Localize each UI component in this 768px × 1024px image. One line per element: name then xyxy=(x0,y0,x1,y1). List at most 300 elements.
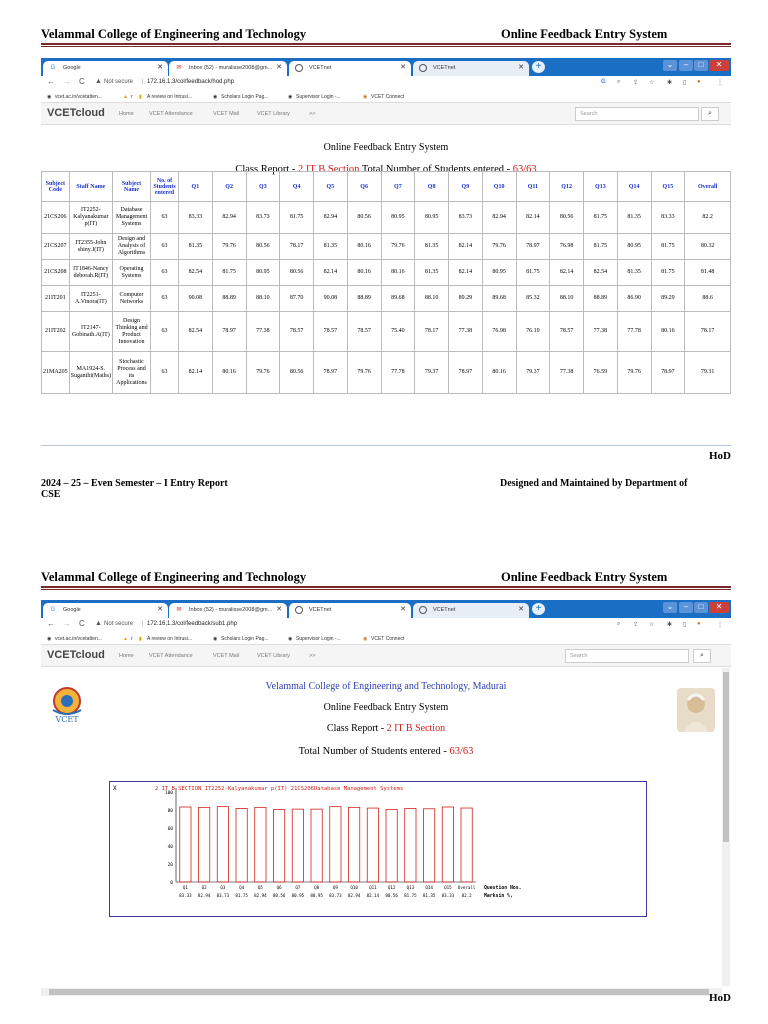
globe-icon: ◉ xyxy=(47,636,52,642)
browser-tab-google[interactable]: G Google ✕ xyxy=(43,61,168,76)
chart-title: 2 IT B SECTION IT2252-Kalyanakumar p(IT) 21CS206Database Management Systems xyxy=(155,786,404,792)
table-row xyxy=(42,202,731,234)
table-cell: 83.33 xyxy=(179,202,213,234)
hod-label: HoD xyxy=(709,450,731,462)
class-value: 2 IT B Section xyxy=(386,723,446,734)
table-cell: 82.14 xyxy=(179,352,213,394)
bookmark-vcet-attendance[interactable]: vcet.ac.in/vcetatten... xyxy=(55,94,102,100)
chart-bar xyxy=(386,809,397,882)
browser-tab-google[interactable]: G Google ✕ xyxy=(43,603,168,618)
chart-bar xyxy=(442,807,453,882)
table-cell: 89.68 xyxy=(381,286,415,312)
x-tick-label: Q13 xyxy=(406,885,415,890)
search-input[interactable]: Search xyxy=(575,107,699,121)
table-cell: 80.16 xyxy=(381,260,415,286)
nav-home[interactable]: Home xyxy=(119,653,134,659)
close-tab-icon[interactable]: ✕ xyxy=(157,64,163,71)
college-full-name: Velammal College of Engineering and Technology, Madurai xyxy=(265,681,507,692)
table-cell: 80.56 xyxy=(280,352,314,394)
globe-icon xyxy=(419,606,427,614)
data-label: 83.73 xyxy=(329,893,342,898)
footer-designed-by: Designed and Maintained by Department of xyxy=(500,478,688,489)
horizontal-scrollbar[interactable] xyxy=(41,988,722,996)
browser-tab-vcetnet-2[interactable]: VCETnet ✕ xyxy=(413,603,529,618)
screenshot-class-chart xyxy=(41,600,731,996)
table-cell: MA1924-S. Suganthi(Maths) xyxy=(69,352,112,394)
x-tick-label: Q6 xyxy=(276,885,282,890)
table-cell: 81.35 xyxy=(617,202,651,234)
x-tick-label: Q9 xyxy=(332,885,338,890)
y-tick-label: 80 xyxy=(167,809,173,814)
browser-tab-gmail[interactable]: ✉ Inbox (52) - muralisse2008@gm... ✕ xyxy=(169,61,287,76)
table-cell: 63 xyxy=(151,202,179,234)
site-navbar xyxy=(41,103,731,125)
table-body xyxy=(42,202,731,394)
data-label: 82.14 xyxy=(366,893,380,898)
table-cell: 78.57 xyxy=(347,312,381,352)
table-cell: 80.16 xyxy=(347,260,381,286)
close-window-icon[interactable]: ✕ xyxy=(709,602,729,613)
avatar[interactable]: ● xyxy=(697,79,701,85)
close-tab-icon[interactable]: ✕ xyxy=(518,606,524,613)
table-cell: 88.89 xyxy=(584,286,618,312)
logo-text: VCET xyxy=(55,715,79,724)
data-label: 81.75 xyxy=(235,893,248,898)
data-label: 83.33 xyxy=(441,893,455,898)
table-cell: 81.75 xyxy=(651,234,685,260)
chart-bar xyxy=(405,808,416,882)
chart-bar xyxy=(274,809,285,882)
address-bar: ← → C ▲ Not secure | 172.16.1.3/col/feedback/hod.php G ⌕ ⇪ ☆ ✱ ▯ ● ⋮ xyxy=(41,76,731,91)
table-cell: Operating Systems xyxy=(113,260,151,286)
class-report-line: Class Report - 2 IT B Section xyxy=(326,723,446,734)
x-tick-label: Q2 xyxy=(201,885,207,890)
table-cell: IT1846-Nancy deborah.R(IT) xyxy=(69,260,112,286)
data-label: 81.75 xyxy=(404,893,417,898)
bookmark-scholars-login[interactable]: Scholars Login Pag... xyxy=(221,94,269,100)
nav-home[interactable]: Home xyxy=(119,111,134,117)
feedback-bar-chart xyxy=(110,782,648,918)
table-cell: 88.6 xyxy=(685,286,731,312)
forward-icon[interactable]: → xyxy=(63,77,71,86)
bookmark-icon: ▮ xyxy=(139,94,142,100)
bookmark-scholars-login[interactable]: Scholars Login Pag... xyxy=(221,636,269,642)
report-title: Online Feedback Entry System xyxy=(323,702,449,713)
x-tick-label: Q5 xyxy=(257,885,263,890)
forward-icon[interactable]: → xyxy=(63,619,71,628)
table-cell: 76.19 xyxy=(516,312,550,352)
back-icon[interactable]: ← xyxy=(47,619,55,628)
search-icon[interactable]: ⌕ xyxy=(693,649,711,663)
vcet-icon: ◉ xyxy=(363,94,368,100)
browser-tab-vcetnet-1[interactable]: VCETnet ✕ xyxy=(289,61,411,76)
data-label: 80.56 xyxy=(385,893,398,898)
bookmark-intrusion-review[interactable]: A review on Intrusi... xyxy=(147,636,193,642)
total-students-line: Total Number of Students entered - 63/63 xyxy=(298,746,474,757)
table-cell: 80.56 xyxy=(246,234,280,260)
table-cell: 79.76 xyxy=(212,234,246,260)
table-cell: 80.56 xyxy=(550,202,584,234)
table-row xyxy=(42,260,731,286)
table-cell: Computer Networks xyxy=(113,286,151,312)
chart-bar xyxy=(236,808,247,882)
table-cell: 80.32 xyxy=(685,234,731,260)
share-icon[interactable]: ⇪ xyxy=(633,622,639,628)
table-cell: 81.35 xyxy=(314,234,348,260)
x-tick-label: Q15 xyxy=(444,885,452,890)
table-cell: 82.14 xyxy=(516,202,550,234)
table-cell: 79.31 xyxy=(685,352,731,394)
table-cell: 79.37 xyxy=(516,352,550,394)
table-cell: 63 xyxy=(151,352,179,394)
table-cell: 80.95 xyxy=(246,260,280,286)
zoom-icon[interactable]: ⌕ xyxy=(617,621,621,627)
chart-legend-question: Question Nos. xyxy=(484,886,522,891)
table-cell: 89.68 xyxy=(482,286,516,312)
table-cell: 82.14 xyxy=(550,260,584,286)
triangle-icon: ▲ xyxy=(123,94,128,100)
maximize-icon[interactable]: □ xyxy=(694,60,708,71)
x-tick-label: Q12 xyxy=(387,885,396,890)
class-value: 2 IT B Section xyxy=(298,164,360,175)
table-cell: 21IT202 xyxy=(42,312,70,352)
column-header: Q3 xyxy=(246,172,280,202)
google-lens-icon[interactable]: G xyxy=(601,79,606,85)
data-label: 80.95 xyxy=(291,893,305,898)
table-cell: 82.2 xyxy=(685,202,731,234)
bookmark-supervisor-login[interactable]: Supervisor Login -... xyxy=(296,636,341,642)
data-label: 82.94 xyxy=(347,893,361,898)
vertical-scroll-thumb[interactable] xyxy=(723,672,729,842)
warning-icon: ▲ xyxy=(95,620,102,627)
close-tab-icon[interactable]: ✕ xyxy=(400,64,406,71)
column-header: Subject Code xyxy=(42,172,70,202)
bookmark-intrusion-review[interactable]: A review on Intrusi... xyxy=(147,94,193,100)
table-cell: 78.97 xyxy=(314,352,348,394)
tab-search-icon[interactable]: ⌄ xyxy=(663,602,677,613)
table-cell: 89.29 xyxy=(651,286,685,312)
feedback-report-table xyxy=(41,171,731,394)
chart-bar xyxy=(424,809,435,882)
table-cell: 78.57 xyxy=(314,312,348,352)
table-cell: 81.48 xyxy=(685,260,731,286)
report-title: Online Feedback Entry System xyxy=(323,142,449,153)
table-cell: 80.16 xyxy=(651,312,685,352)
nav-library[interactable]: VCET Library xyxy=(257,653,290,659)
data-label: 80.56 xyxy=(272,893,286,898)
new-tab-button[interactable]: + xyxy=(532,61,545,73)
column-header: Subject Name xyxy=(113,172,151,202)
column-header: Overall xyxy=(685,172,731,202)
y-tick-label: 20 xyxy=(167,863,173,868)
chart-bar xyxy=(217,807,228,882)
table-cell: 83.73 xyxy=(449,202,483,234)
table-cell: 81.75 xyxy=(584,234,618,260)
table-cell: 81.75 xyxy=(516,260,550,286)
table-cell: 80.95 xyxy=(415,202,449,234)
close-tab-icon[interactable]: ✕ xyxy=(400,606,406,613)
table-cell: 88.10 xyxy=(415,286,449,312)
table-cell: 88.89 xyxy=(347,286,381,312)
share-icon[interactable]: ⇪ xyxy=(633,80,639,86)
tab-search-icon[interactable]: ⌄ xyxy=(663,60,677,71)
table-cell: 78.97 xyxy=(516,234,550,260)
search-input[interactable]: Search xyxy=(565,649,689,663)
nav-library[interactable]: VCET Library xyxy=(257,111,290,117)
bookmark-supervisor-login[interactable]: Supervisor Login -... xyxy=(296,94,341,100)
column-header: Staff Name xyxy=(69,172,112,202)
chart-bar xyxy=(255,807,266,882)
table-cell: 77.38 xyxy=(449,312,483,352)
nav-attendance[interactable]: VCET Attendance xyxy=(149,111,193,117)
close-tab-icon[interactable]: ✕ xyxy=(276,64,282,71)
table-row xyxy=(42,234,731,260)
doc-college-name: Velammal College of Engineering and Technology xyxy=(41,27,307,41)
table-cell: 82.54 xyxy=(179,260,213,286)
column-header: Q7 xyxy=(381,172,415,202)
table-cell: 76.98 xyxy=(482,312,516,352)
table-cell: 21IT201 xyxy=(42,286,70,312)
table-cell: 80.16 xyxy=(212,352,246,394)
y-tick-label: 60 xyxy=(167,827,173,832)
table-cell: 88.10 xyxy=(246,286,280,312)
table-cell: 78.97 xyxy=(449,352,483,394)
not-secure-label: Not secure xyxy=(104,621,134,627)
site-brand[interactable]: VCETcloud xyxy=(47,649,105,661)
vcet-icon: ◉ xyxy=(363,636,368,642)
table-cell: 77.38 xyxy=(246,312,280,352)
table-cell: 78.57 xyxy=(550,312,584,352)
google-icon: G xyxy=(50,65,56,71)
column-header: Q2 xyxy=(212,172,246,202)
table-cell: 80.16 xyxy=(482,352,516,394)
close-tab-icon[interactable]: ✕ xyxy=(276,606,282,613)
x-tick-label: Q10 xyxy=(350,885,358,890)
site-navbar xyxy=(41,645,731,667)
table-cell: 85.32 xyxy=(516,286,550,312)
table-cell: 80.95 xyxy=(482,260,516,286)
maximize-icon[interactable]: □ xyxy=(694,602,708,613)
minimize-icon[interactable]: – xyxy=(679,60,693,71)
globe-icon: ◉ xyxy=(288,636,293,642)
table-cell: 81.75 xyxy=(584,202,618,234)
class-report-line: Class Report - 2 IT B Section Total Number of Students entered - 63/63 xyxy=(235,164,537,175)
table-cell: 63 xyxy=(151,312,179,352)
table-cell: 78.17 xyxy=(685,312,731,352)
bookmark-short[interactable]: r xyxy=(131,636,133,642)
extensions-icon[interactable]: ✱ xyxy=(667,80,673,86)
table-cell: 75.40 xyxy=(381,312,415,352)
table-cell: 81.35 xyxy=(179,234,213,260)
globe-icon xyxy=(295,64,303,72)
globe-icon: ◉ xyxy=(213,94,218,100)
table-cell: 82.14 xyxy=(449,234,483,260)
extensions-icon[interactable]: ✱ xyxy=(667,622,673,628)
bookmark-icon: ▮ xyxy=(139,636,142,642)
site-brand[interactable]: VCETcloud xyxy=(47,107,105,119)
chart-bar xyxy=(461,808,472,882)
data-label: 82.2 xyxy=(461,893,472,898)
table-cell: 82.14 xyxy=(314,260,348,286)
table-cell: 78.57 xyxy=(280,312,314,352)
table-cell: 81.35 xyxy=(415,234,449,260)
sidepanel-icon[interactable]: ▯ xyxy=(683,622,687,628)
table-row xyxy=(42,312,731,352)
bookmark-vcet-connect[interactable]: VCET Connect xyxy=(371,636,405,642)
nav-more[interactable]: >> xyxy=(309,111,316,117)
table-cell: Design Thinking and Product Innovation xyxy=(113,312,151,352)
table-cell: 82.54 xyxy=(179,312,213,352)
table-row xyxy=(42,352,731,394)
menu-icon[interactable]: ⋮ xyxy=(717,622,723,628)
footer-rule xyxy=(41,445,731,446)
table-cell: 83.33 xyxy=(651,202,685,234)
browser-tab-vcetnet-1[interactable]: VCETnet ✕ xyxy=(289,603,411,618)
table-cell: 87.70 xyxy=(280,286,314,312)
table-cell: 80.95 xyxy=(381,202,415,234)
search-icon[interactable]: ⌕ xyxy=(701,107,719,121)
back-icon[interactable]: ← xyxy=(47,77,55,86)
table-cell: 79.37 xyxy=(415,352,449,394)
table-cell: 78.17 xyxy=(280,234,314,260)
table-cell: 63 xyxy=(151,234,179,260)
table-cell: 82.14 xyxy=(449,260,483,286)
x-tick-label: Q11 xyxy=(369,885,377,890)
nav-mail[interactable]: VCET Mail xyxy=(213,111,240,117)
menu-icon[interactable]: ⋮ xyxy=(717,80,723,86)
chart-close-mark: X xyxy=(113,785,117,792)
table-cell: 76.59 xyxy=(584,352,618,394)
close-window-icon[interactable]: ✕ xyxy=(709,60,729,71)
y-tick-label: 100 xyxy=(164,791,173,796)
doc-header-rule xyxy=(41,43,731,47)
column-header: Q5 xyxy=(314,172,348,202)
horizontal-scroll-thumb[interactable] xyxy=(49,989,709,995)
globe-icon xyxy=(295,606,303,614)
table-cell: 79.76 xyxy=(381,234,415,260)
x-tick-label: Q14 xyxy=(425,885,433,890)
globe-icon xyxy=(419,64,427,72)
table-cell: IT2355-John shiny.J(IT) xyxy=(69,234,112,260)
new-tab-button[interactable]: + xyxy=(532,603,545,615)
y-tick-label: 0 xyxy=(170,881,173,886)
mail-icon: ✉ xyxy=(176,65,182,71)
table-cell: 78.97 xyxy=(651,352,685,394)
browser-tab-bar xyxy=(41,58,731,76)
table-cell: 88.89 xyxy=(212,286,246,312)
table-cell: 77.78 xyxy=(617,312,651,352)
table-cell: 81.35 xyxy=(617,260,651,286)
data-label: 80.95 xyxy=(310,893,323,898)
nav-mail[interactable]: VCET Mail xyxy=(213,653,240,659)
mail-icon: ✉ xyxy=(176,607,182,613)
table-cell: 21CS207 xyxy=(42,234,70,260)
doc-college-name: Velammal College of Engineering and Technology xyxy=(41,570,307,584)
star-icon[interactable]: ☆ xyxy=(649,622,655,628)
warning-icon: ▲ xyxy=(95,78,102,85)
table-row xyxy=(42,286,731,312)
browser-tab-vcetnet-2[interactable]: VCETnet ✕ xyxy=(413,61,529,76)
table-cell: 77.38 xyxy=(550,352,584,394)
minimize-icon[interactable]: – xyxy=(679,602,693,613)
table-cell: 80.95 xyxy=(617,234,651,260)
data-label: 83.33 xyxy=(179,893,192,898)
zoom-icon[interactable]: ⌕ xyxy=(617,79,621,85)
column-header: Q1 xyxy=(179,172,213,202)
address-bar: ← → C ▲ Not secure | 172.16.1.3/col/feedback/sub1.php ⌕ ⇪ ☆ ✱ ▯ ● ⋮ xyxy=(41,618,731,633)
table-cell: 79.76 xyxy=(482,234,516,260)
table-cell: IT2251-A.Vinora(IT) xyxy=(69,286,112,312)
table-cell: 77.38 xyxy=(584,312,618,352)
table-cell: 78.97 xyxy=(212,312,246,352)
table-cell: 82.94 xyxy=(482,202,516,234)
nav-more[interactable]: >> xyxy=(309,653,316,659)
column-header: Q9 xyxy=(449,172,483,202)
bookmark-short[interactable]: r xyxy=(131,94,133,100)
table-cell: 79.76 xyxy=(347,352,381,394)
star-icon[interactable]: ☆ xyxy=(649,80,655,86)
bookmarks-bar xyxy=(41,91,731,103)
column-header: Q4 xyxy=(280,172,314,202)
reload-icon[interactable]: C xyxy=(79,77,85,86)
url-field[interactable]: 172.16.1.3/col/feedback/hod.php xyxy=(147,79,235,85)
avatar[interactable]: ● xyxy=(697,621,701,627)
sidepanel-icon[interactable]: ▯ xyxy=(683,80,687,86)
x-tick-label: Overall xyxy=(457,885,476,890)
screenshot-hod-report xyxy=(41,58,731,408)
total-value: 63/63 xyxy=(449,746,474,757)
hod-label: HoD xyxy=(709,992,731,1004)
table-cell: 78.17 xyxy=(415,312,449,352)
data-label: 82.94 xyxy=(254,893,267,898)
feedback-chart xyxy=(109,781,647,917)
chart-bar xyxy=(180,807,191,882)
table-cell: 88.10 xyxy=(550,286,584,312)
browser-tab-bar xyxy=(41,600,731,618)
table-cell: 86.90 xyxy=(617,286,651,312)
column-header: Q6 xyxy=(347,172,381,202)
doc-system-name: Online Feedback Entry System xyxy=(501,570,668,584)
browser-tab-gmail[interactable]: ✉ Inbox (52) - muralisse2008@gm... ✕ xyxy=(169,603,287,618)
vertical-scrollbar[interactable] xyxy=(722,668,730,986)
table-cell: 80.56 xyxy=(280,260,314,286)
globe-icon: ◉ xyxy=(288,94,293,100)
table-cell: 80.56 xyxy=(347,202,381,234)
chart-bar xyxy=(330,807,341,882)
bookmark-vcet-connect[interactable]: VCET Connect xyxy=(371,94,405,100)
table-cell: 81.75 xyxy=(651,260,685,286)
doc-system-name: Online Feedback Entry System xyxy=(501,27,668,41)
reload-icon[interactable]: C xyxy=(79,619,85,628)
bookmarks-bar xyxy=(41,633,731,645)
table-cell: 81.75 xyxy=(212,260,246,286)
data-label: 81.35 xyxy=(422,893,436,898)
y-tick-label: 40 xyxy=(167,845,173,850)
close-tab-icon[interactable]: ✕ xyxy=(518,64,524,71)
chart-legend-marks: Marksin %, xyxy=(484,894,513,899)
table-header-row xyxy=(42,172,731,202)
table-cell: Design and Analysis of Algorithms xyxy=(113,234,151,260)
table-cell: 82.54 xyxy=(584,260,618,286)
table-cell: 63 xyxy=(151,260,179,286)
close-tab-icon[interactable]: ✕ xyxy=(157,606,163,613)
table-cell: 82.94 xyxy=(314,202,348,234)
table-cell: 89.29 xyxy=(449,286,483,312)
table-cell: 82.94 xyxy=(212,202,246,234)
bookmark-vcet-attendance[interactable]: vcet.ac.in/vcetatten... xyxy=(55,636,102,642)
url-field[interactable]: 172.16.1.3/col/feedback/sub1.php xyxy=(147,621,238,627)
nav-attendance[interactable]: VCET Attendance xyxy=(149,653,193,659)
